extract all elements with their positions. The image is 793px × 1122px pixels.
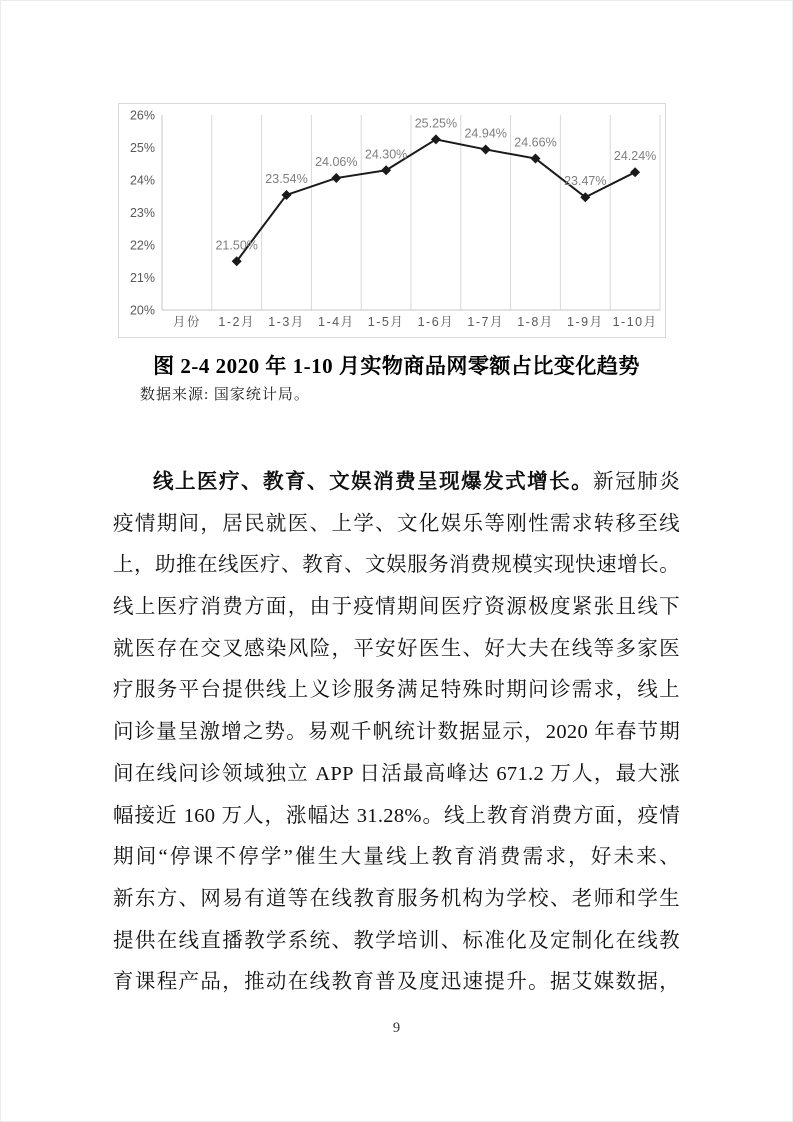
- svg-text:24.94%: 24.94%: [464, 126, 507, 141]
- figure-caption: 图 2-4 2020 年 1-10 月实物商品网零额占比变化趋势: [153, 354, 640, 378]
- svg-text:1-5月: 1-5月: [367, 315, 405, 329]
- svg-text:1-6月: 1-6月: [417, 315, 455, 329]
- svg-text:1-9月: 1-9月: [567, 315, 604, 329]
- body-line: 疗服务平台提供线上义诊服务满足特殊时期问诊需求，线上: [113, 679, 680, 702]
- body-line: 间在线问诊领域独立 APP 日活最高峰达 671.2 万人，最大涨: [113, 762, 680, 785]
- svg-text:24.06%: 24.06%: [315, 155, 358, 170]
- body-line: 就医存在交叉感染风险，平安好医生、好大夫在线等多家医: [113, 637, 680, 660]
- svg-text:24.24%: 24.24%: [613, 149, 657, 164]
- svg-text:23.54%: 23.54%: [265, 171, 308, 186]
- body-line: 疫情期间，居民就医、上学、文化娱乐等刚性需求转移至线: [113, 512, 680, 535]
- line-chart: [118, 103, 666, 338]
- svg-text:24.66%: 24.66%: [514, 135, 557, 150]
- svg-text:25.25%: 25.25%: [414, 116, 458, 131]
- body-line: 问诊量呈激增之势。易观千帆统计数据显示，2020 年春节期: [113, 721, 680, 744]
- body-line: [113, 462, 680, 504]
- figure-source: 数据来源: 国家统计局。: [140, 387, 310, 403]
- svg-text:22%: 22%: [129, 238, 155, 253]
- body-line: 提供在线直播教学系统、教学培训、标准化及定制化在线教: [113, 929, 680, 952]
- body-line: 线上医疗消费方面，由于疫情期间医疗资源极度紧张且线下: [113, 596, 680, 619]
- svg-text:26%: 26%: [129, 108, 155, 123]
- page-number: 9: [392, 1020, 401, 1036]
- body-line: 育课程产品，推动在线教育普及度迅速提升。据艾媒数据，: [113, 971, 680, 994]
- svg-text:21.50%: 21.50%: [215, 238, 258, 253]
- body-line: 期间“停课不停学”催生大量线上教育消费需求，好未来、: [113, 846, 680, 869]
- svg-text:24.30%: 24.30%: [364, 147, 408, 162]
- svg-text:1-10月: 1-10月: [612, 315, 658, 329]
- svg-text:月份: 月份: [172, 315, 201, 329]
- svg-text:24%: 24%: [129, 173, 155, 188]
- body-paragraph: [113, 462, 680, 1004]
- svg-text:21%: 21%: [129, 271, 155, 285]
- body-line: 上，助推在线医疗、教育、文娱服务消费规模实现快速增长。: [113, 554, 680, 577]
- body-line: 新东方、网易有道等在线教育服务机构为学校、老师和学生: [113, 887, 680, 910]
- body-text: 新冠肺炎: [593, 471, 680, 493]
- chart-border: [119, 104, 666, 338]
- body-line: 幅接近 160 万人，涨幅达 31.28%。线上教育消费方面，疫情: [113, 804, 680, 827]
- svg-text:1-2月: 1-2月: [218, 315, 255, 329]
- svg-text:1-8月: 1-8月: [517, 315, 554, 329]
- chart-figure: [118, 103, 666, 338]
- svg-text:23.47%: 23.47%: [564, 174, 607, 189]
- svg-text:20%: 20%: [129, 303, 155, 318]
- svg-text:23%: 23%: [129, 206, 155, 220]
- bold-lead-sentence: 线上医疗、教育、文娱消费呈现爆发式增长。: [153, 471, 594, 493]
- svg-text:1-7月: 1-7月: [467, 315, 504, 329]
- svg-text:1-4月: 1-4月: [318, 315, 355, 329]
- svg-text:1-3月: 1-3月: [268, 315, 305, 329]
- svg-text:25%: 25%: [129, 141, 155, 155]
